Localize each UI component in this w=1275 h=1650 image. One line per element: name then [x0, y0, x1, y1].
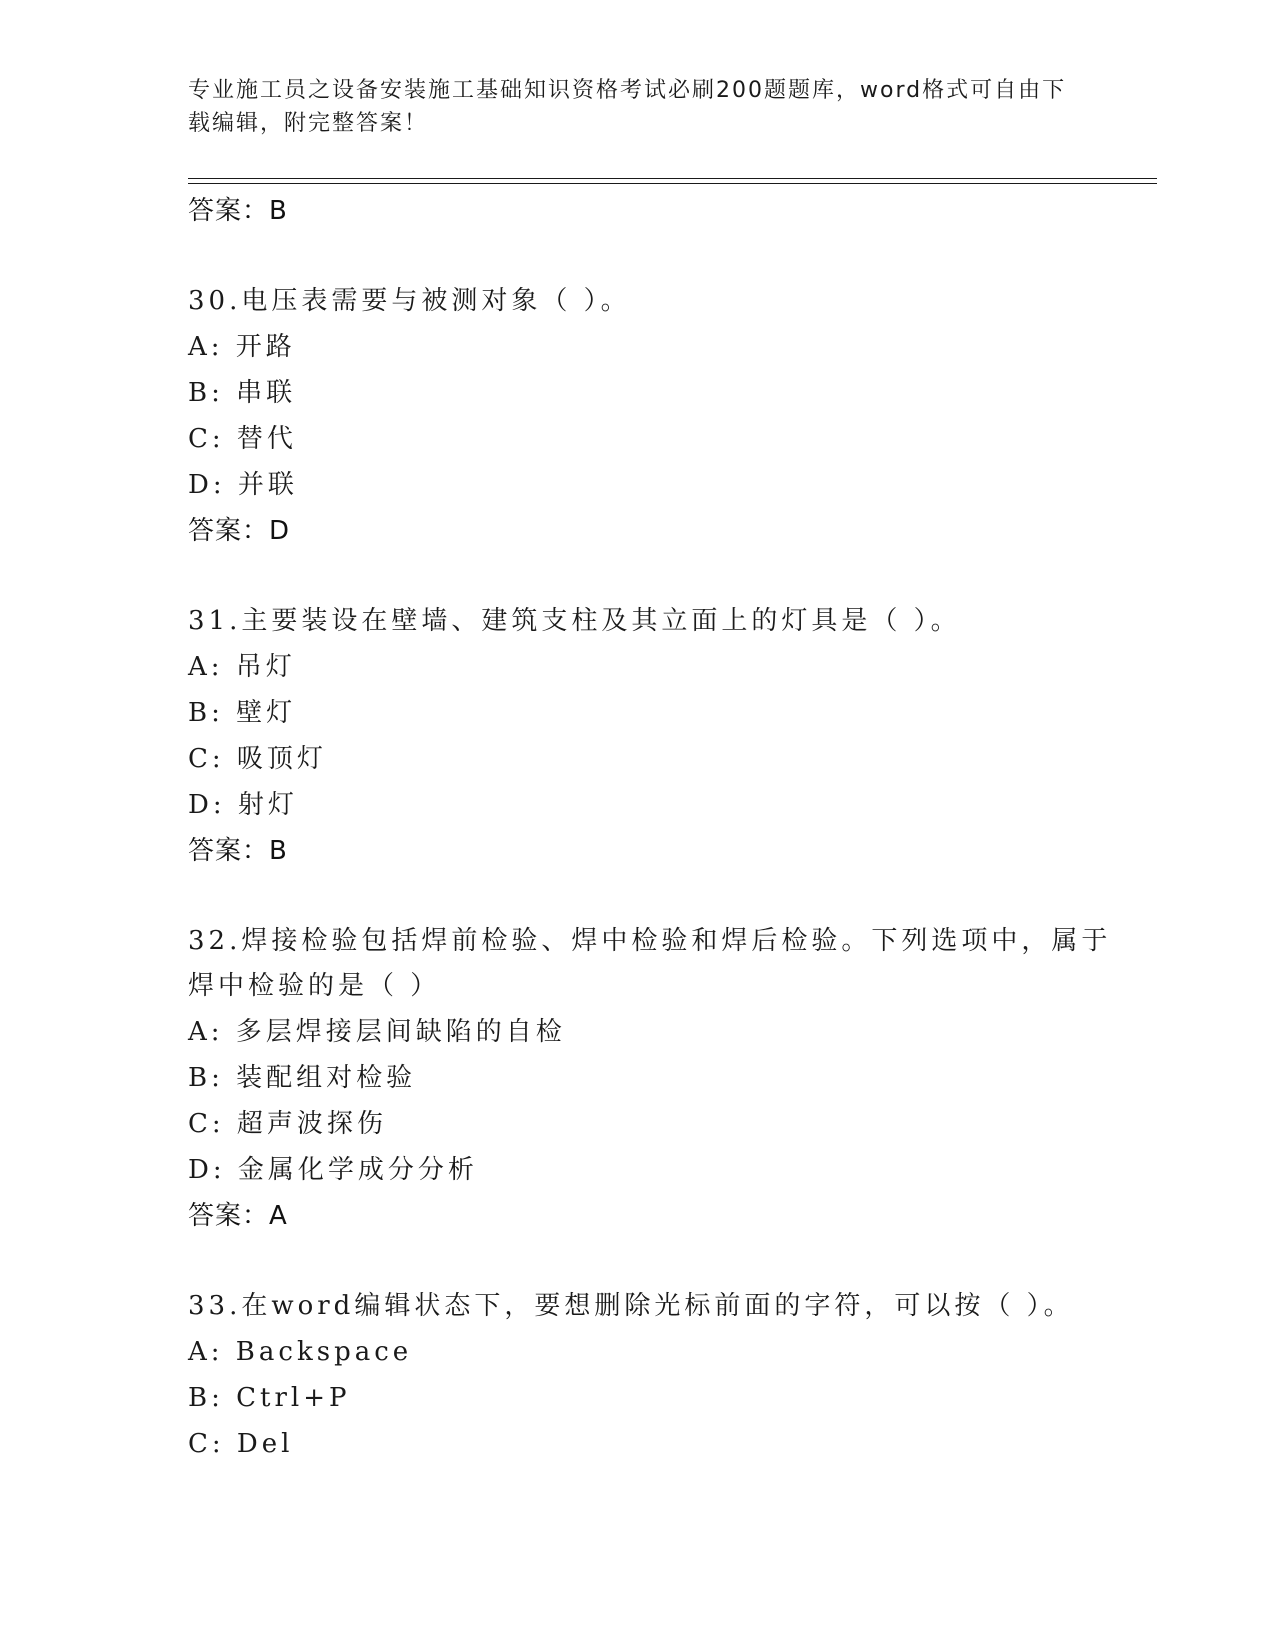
document-header: 专业施工员之设备安装施工基础知识资格考试必刷200题题库，word格式可自由下载编辑，附完整答案！	[188, 78, 1067, 136]
option-d: D: 并联	[188, 470, 298, 500]
answer-line: 答案：A	[188, 1201, 288, 1231]
answer-line: 答案：D	[188, 516, 291, 546]
header-divider-bottom	[188, 183, 1157, 184]
option-d: D: 金属化学成分分析	[188, 1155, 478, 1185]
question-text: 33.在word编辑状态下，要想删除光标前面的字符，可以按（ ）。	[188, 1291, 1074, 1321]
option-b: B: Ctrl+P	[188, 1383, 351, 1413]
question-text: 32.焊接检验包括焊前检验、焊中检验和焊后检验。下列选项中，属于焊中检验的是（ ）	[188, 926, 1112, 1001]
question-text: 30.电压表需要与被测对象（ ）。	[188, 286, 631, 316]
option-c: C: 吸顶灯	[188, 744, 327, 774]
option-a: A: 开路	[188, 332, 296, 362]
answer-line: 答案：B	[188, 836, 288, 866]
question-block	[188, 279, 1118, 554]
option-b: B: 装配组对检验	[188, 1063, 417, 1093]
option-c: C: Del	[188, 1429, 294, 1459]
answer-line: 答案：B	[188, 196, 288, 226]
option-a: A: 多层焊接层间缺陷的自检	[188, 1017, 566, 1047]
option-c: C: 替代	[188, 424, 297, 454]
question-block	[188, 599, 1118, 874]
option-b: B: 串联	[188, 378, 297, 408]
question-list	[188, 188, 1118, 1467]
option-a: A: 吊灯	[188, 652, 296, 682]
question-block	[188, 919, 1118, 1239]
question-text: 31.主要装设在壁墙、建筑支柱及其立面上的灯具是（ ）。	[188, 606, 961, 636]
question-block	[188, 1284, 1118, 1467]
option-d: D: 射灯	[188, 790, 298, 820]
header-divider-top	[188, 178, 1157, 179]
option-c: C: 超声波探伤	[188, 1109, 387, 1139]
option-b: B: 壁灯	[188, 698, 297, 728]
option-a: A: Backspace	[188, 1337, 413, 1367]
